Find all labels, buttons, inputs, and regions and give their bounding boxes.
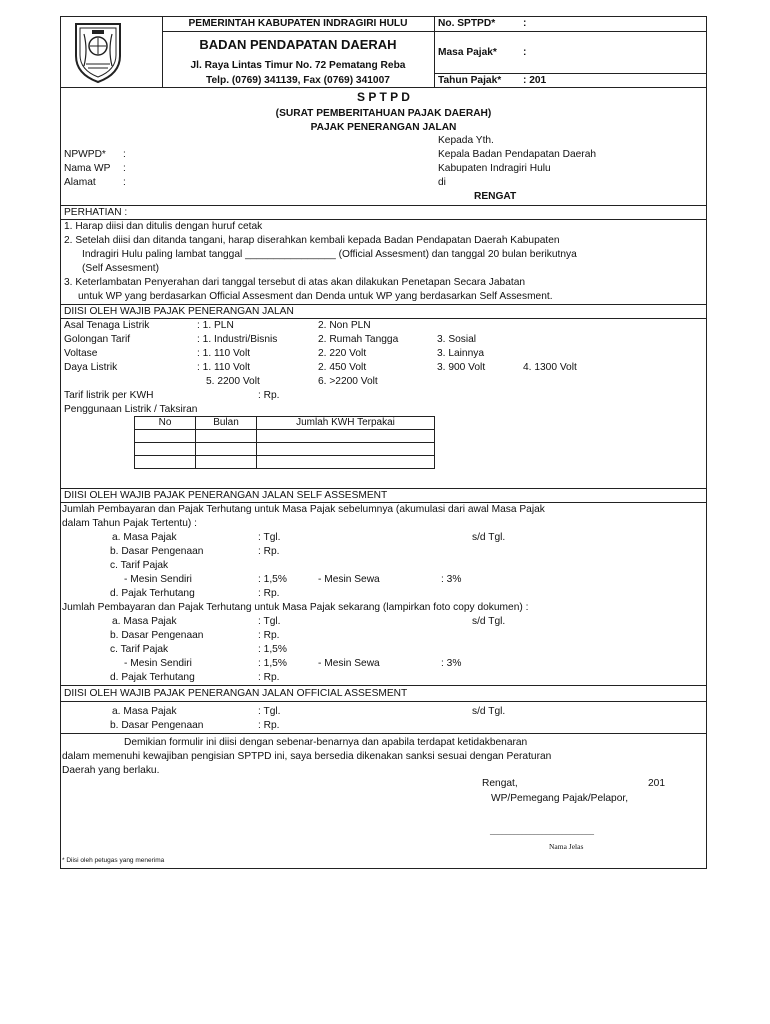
- tax-type: PAJAK PENERANGAN JALAN: [310, 122, 457, 133]
- notice-line-4: (Self Assesment): [82, 263, 159, 274]
- notice-heading-line: [60, 219, 707, 220]
- power-capacity-opt-3[interactable]: 3. 900 Volt: [437, 362, 486, 373]
- col-kwh-header: Jumlah KWH Terpakai: [257, 417, 435, 430]
- cell-month[interactable]: [196, 443, 257, 456]
- agency-phone: Telp. (0769) 341139, Fax (0769) 341007: [206, 75, 390, 86]
- power-capacity-opt-2[interactable]: 2. 450 Volt: [318, 362, 367, 373]
- col-no-header: No: [135, 417, 196, 430]
- cell-kwh[interactable]: [257, 443, 435, 456]
- power-capacity-opt-5[interactable]: 5. 2200 Volt: [206, 376, 260, 387]
- prev-rent-machine-rate: : 3%: [441, 574, 462, 585]
- official-base-field[interactable]: : Rp.: [258, 720, 280, 731]
- address-field[interactable]: [132, 177, 412, 189]
- power-capacity-opt-4[interactable]: 4. 1300 Volt: [523, 362, 577, 373]
- cell-no[interactable]: [135, 456, 196, 469]
- signing-year: 201: [648, 778, 665, 789]
- curr-rent-machine-label: - Mesin Sewa: [318, 658, 380, 669]
- curr-own-machine-rate: : 1,5%: [258, 658, 287, 669]
- official-base-label: b. Dasar Pengenaan: [110, 720, 204, 731]
- table-row: [135, 430, 435, 443]
- prev-period-label: a. Masa Pajak: [112, 532, 177, 543]
- npwpd-sep: :: [123, 149, 126, 160]
- section3-heading: DIISI OLEH WAJIB PAJAK PENERANGAN JALAN OFFICIAL ASSESMENT: [64, 688, 408, 699]
- form-title: S P T P D: [357, 90, 410, 104]
- curr-base-label: b. Dasar Pengenaan: [110, 630, 204, 641]
- usage-label: Penggunaan Listrik / Taksiran: [64, 404, 198, 415]
- curr-period-to[interactable]: s/d Tgl.: [472, 616, 506, 627]
- notice-line-1: 1. Harap diisi dan ditulis dengan huruf cetak: [64, 221, 263, 232]
- cell-no[interactable]: [135, 443, 196, 456]
- declaration-top-line: [60, 733, 707, 734]
- prev-tax-due-field[interactable]: : Rp.: [258, 588, 280, 599]
- curr-rate-value: : 1,5%: [258, 644, 287, 655]
- prev-own-machine-rate: : 1,5%: [258, 574, 287, 585]
- prev-own-machine-label: - Mesin Sendiri: [124, 574, 192, 585]
- agency-address: Jl. Raya Lintas Timur No. 72 Pematang Reba: [190, 60, 406, 71]
- kwh-usage-table: [134, 416, 435, 469]
- form-subtitle: (SURAT PEMBERITAHUAN PAJAK DAERAH): [275, 108, 492, 119]
- curr-rate-label: c. Tarif Pajak: [110, 644, 169, 655]
- curr-period-label: a. Masa Pajak: [112, 616, 177, 627]
- table-row: [135, 456, 435, 469]
- curr-own-machine-label: - Mesin Sendiri: [124, 658, 192, 669]
- tariff-per-kwh-field[interactable]: : Rp.: [258, 390, 280, 401]
- power-source-opt-1[interactable]: : 1. PLN: [197, 320, 234, 331]
- header-line-3: [434, 73, 707, 74]
- curr-period-from[interactable]: : Tgl.: [258, 616, 281, 627]
- prev-period-from[interactable]: : Tgl.: [258, 532, 281, 543]
- header-divider-right: [434, 16, 435, 87]
- signer-name-label: Nama Jelas: [549, 842, 584, 851]
- signing-place: Rengat,: [482, 778, 518, 789]
- power-capacity-opt-1[interactable]: : 1. 110 Volt: [197, 362, 251, 373]
- tariff-group-opt-1[interactable]: : 1. Industri/Bisnis: [197, 334, 278, 345]
- tariff-group-opt-2[interactable]: 2. Rumah Tangga: [318, 334, 399, 345]
- section2-intro-3: Jumlah Pembayaran dan Pajak Terhutang untuk Masa Pajak sekarang (lampirkan foto copy dokumen) :: [62, 602, 529, 613]
- prev-tax-due-label: d. Pajak Terhutang: [110, 588, 195, 599]
- tax-period-label: Masa Pajak*: [438, 47, 497, 58]
- power-source-opt-2[interactable]: 2. Non PLN: [318, 320, 371, 331]
- official-period-label: a. Masa Pajak: [112, 706, 177, 717]
- section2-intro-2: dalam Tahun Pajak Tertentu) :: [62, 518, 197, 529]
- prev-rate-label: c. Tarif Pajak: [110, 560, 169, 571]
- recipient-line-2: Kepala Badan Pendapatan Daerah: [438, 149, 597, 160]
- taxpayer-name-sep: :: [123, 163, 126, 174]
- recipient-city: RENGAT: [474, 191, 517, 202]
- declaration-line-1: Demikian formulir ini diisi dengan sebenar-benarnya dan apabila terdapat ketidakbenaran: [124, 737, 528, 748]
- curr-rent-machine-rate: : 3%: [441, 658, 462, 669]
- tariff-group-label: Golongan Tarif: [64, 334, 131, 345]
- power-capacity-label: Daya Listrik: [64, 362, 118, 373]
- official-period-to[interactable]: s/d Tgl.: [472, 706, 506, 717]
- cell-no[interactable]: [135, 430, 196, 443]
- taxpayer-name-label: Nama WP: [64, 163, 111, 174]
- voltage-opt-3[interactable]: 3. Lainnya: [437, 348, 485, 359]
- regency-emblem-icon: [70, 20, 126, 84]
- signer-title: WP/Pemegang Pajak/Pelapor,: [491, 793, 629, 804]
- section3-heading-line: [60, 701, 707, 702]
- recipient-line-3: Kabupaten Indragiri Hulu: [438, 163, 551, 174]
- prev-base-label: b. Dasar Pengenaan: [110, 546, 204, 557]
- section2-heading: DIISI OLEH WAJIB PAJAK PENERANGAN JALAN SELF ASSESMENT: [64, 490, 388, 501]
- table-header-row: [135, 417, 435, 430]
- voltage-opt-1[interactable]: : 1. 110 Volt: [197, 348, 251, 359]
- tax-period-value[interactable]: [532, 47, 702, 59]
- sptpd-number-sep: :: [523, 18, 527, 29]
- declaration-line-3: Daerah yang berlaku.: [62, 765, 160, 776]
- header-bottom-line: [60, 87, 707, 88]
- prev-base-field[interactable]: : Rp.: [258, 546, 280, 557]
- voltage-label: Voltase: [64, 348, 98, 359]
- tax-year-label: Tahun Pajak*: [438, 75, 502, 86]
- recipient-line-4: di: [438, 177, 446, 188]
- taxpayer-name-field[interactable]: [132, 163, 412, 175]
- sptpd-number-value[interactable]: [532, 18, 702, 30]
- government-name: PEMERINTAH KABUPATEN INDRAGIRI HULU: [188, 18, 408, 29]
- official-period-from[interactable]: : Tgl.: [258, 706, 281, 717]
- cell-month[interactable]: [196, 430, 257, 443]
- tax-year-value[interactable]: [555, 75, 695, 87]
- tariff-group-opt-3[interactable]: 3. Sosial: [437, 334, 477, 345]
- cell-kwh[interactable]: [257, 456, 435, 469]
- section2-heading-line: [60, 502, 707, 503]
- npwpd-field[interactable]: [132, 149, 412, 161]
- curr-base-field[interactable]: : Rp.: [258, 630, 280, 641]
- agency-name: BADAN PENDAPATAN DAERAH: [199, 37, 397, 52]
- notice-line-5: 3. Keterlambatan Penyerahan dari tanggal tersebut di atas akan dilakukan Penetapan Secara Jabatan: [64, 277, 526, 288]
- address-label: Alamat: [64, 177, 96, 188]
- sptpd-number-label: No. SPTPD*: [438, 18, 496, 29]
- tax-period-sep: :: [523, 47, 527, 58]
- header-line-1: [162, 31, 434, 32]
- col-month-header: Bulan: [196, 417, 257, 430]
- section1-top-line: [60, 304, 707, 305]
- section2-top-line: [60, 488, 707, 489]
- signature-line[interactable]: __________________________: [490, 827, 594, 836]
- notice-line-6: untuk WP yang berdasarkan Official Assesment dan Denda untuk WP yang berdasarkan Self Assesment.: [78, 291, 553, 302]
- footnote: * Diisi oleh petugas yang menerima: [62, 857, 165, 864]
- section2-intro-1: Jumlah Pembayaran dan Pajak Terhutang untuk Masa Pajak sebelumnya (akumulasi dari awal Masa Pajak: [62, 504, 545, 515]
- section1-heading: DIISI OLEH WAJIB PAJAK PENERANGAN JALAN: [64, 306, 294, 317]
- address-sep: :: [123, 177, 126, 188]
- notice-line-2: 2. Setelah diisi dan ditanda tangani, harap diserahkan kembali kepada Badan Pendapatan Daerah Kabupaten: [64, 235, 560, 246]
- power-capacity-opt-6[interactable]: 6. >2200 Volt: [318, 376, 378, 387]
- table-row: [135, 443, 435, 456]
- cell-month[interactable]: [196, 456, 257, 469]
- prev-period-to[interactable]: s/d Tgl.: [472, 532, 506, 543]
- prev-rent-machine-label: - Mesin Sewa: [318, 574, 380, 585]
- recipient-line-1: Kepada Yth.: [438, 135, 494, 146]
- curr-tax-due-field[interactable]: : Rp.: [258, 672, 280, 683]
- tax-year-sep: : 201: [523, 75, 547, 86]
- section3-top-line: [60, 685, 707, 686]
- voltage-opt-2[interactable]: 2. 220 Volt: [318, 348, 367, 359]
- tariff-per-kwh-label: Tarif listrik per KWH: [64, 390, 154, 401]
- notice-heading: PERHATIAN :: [64, 207, 128, 218]
- notice-line-3: Indragiri Hulu paling lambat tanggal ________________ (Official Assesment) dan tanggal 20 bulan berikutnya: [82, 249, 577, 260]
- section1-heading-line: [60, 318, 707, 319]
- notice-top-line: [60, 205, 707, 206]
- header-line-2: [434, 31, 707, 32]
- npwpd-label: NPWPD*: [64, 149, 106, 160]
- curr-tax-due-label: d. Pajak Terhutang: [110, 672, 195, 683]
- cell-kwh[interactable]: [257, 430, 435, 443]
- power-source-label: Asal Tenaga Listrik: [64, 320, 150, 331]
- declaration-line-2: dalam memenuhi kewajiban pengisian SPTPD ini, saya bersedia dikenakan sanksi sesuai dengan Peraturan: [62, 751, 552, 762]
